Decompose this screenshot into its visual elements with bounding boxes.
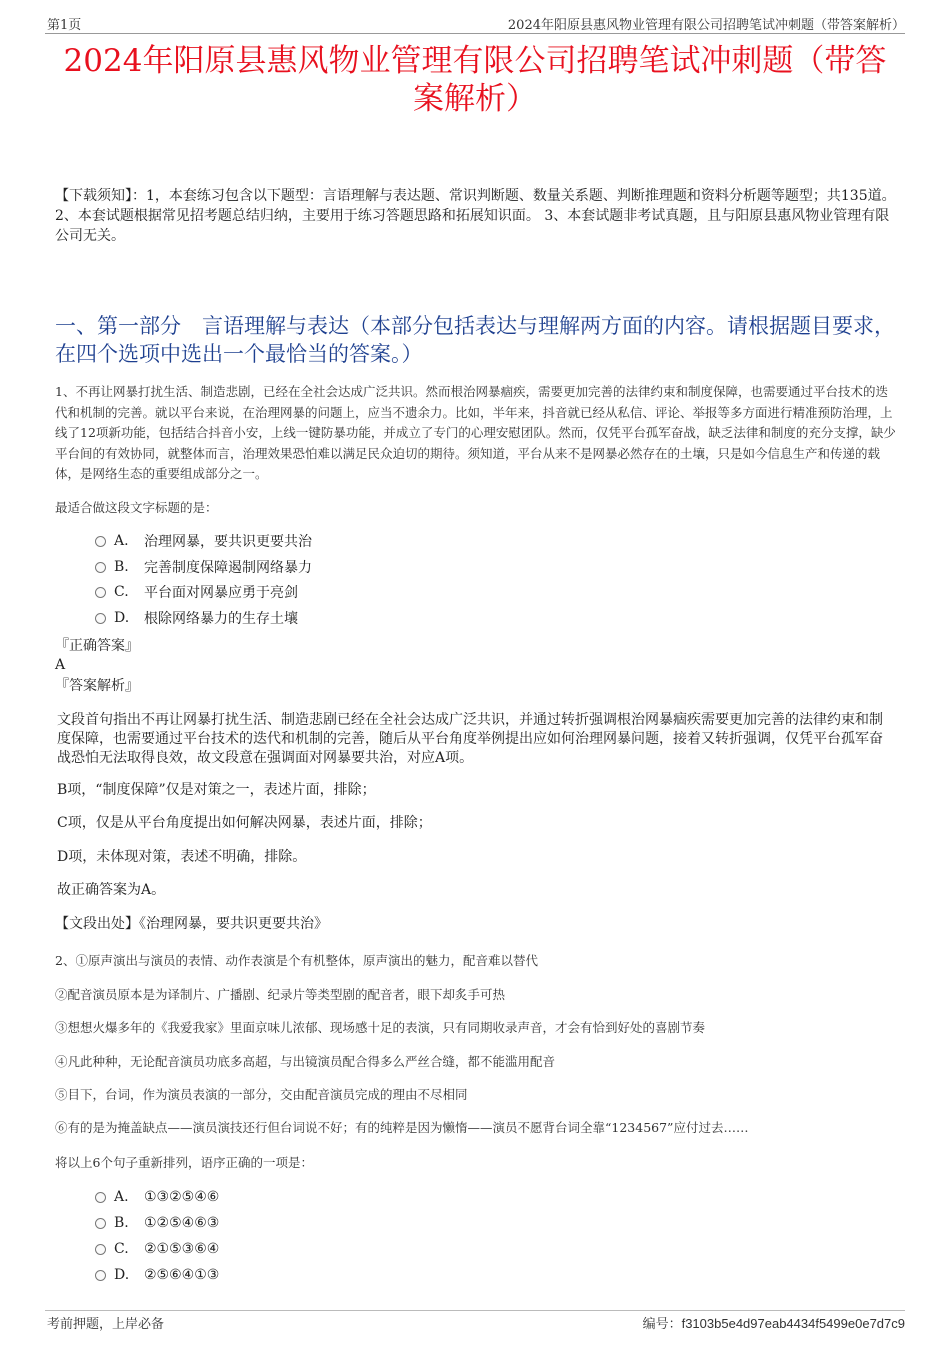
question-1-stem: 1、不再让网暴打扰生活、制造悲剧，已经在全社会达成广泛共识。然而根治网暴痼疾，需要更加完善的法律约束和制度保障，也需要通过平台技术的迭代和机制的完善。就以平台来说，在治理网暴的问题上，应当不遗余力。比如，半年来，抖音就已经从私信、评论、举报等多方面进行精准预防治理，上线了12项新功能，包括结合抖音小安，上线一键防暴功能，并成立了专门的心理安慰团队。然而，仅凭平台孤军奋战，缺乏法律和制度的充分支撑，缺少平台间的有效协同，就整体而言，治理效果恐怕难以满足民众迫切的期待。须知道，平台从来不是网暴必然存在的土壤，只是如今信息生产和传递的载体，是网络生态的重要组成部分之一。 <box>55 384 896 481</box>
footer-code: 编号：f3103b5e4d97eab4434f5499e0e7d7c9 <box>642 1316 905 1331</box>
q2-option-c[interactable] <box>95 1238 219 1260</box>
question-2-prompt: 将以上6个句子重新排列，语序正确的一项是： <box>55 1155 313 1170</box>
answer-value: A <box>55 657 66 673</box>
analysis-paragraph: 文段首句指出不再让网暴打扰生活、制造悲剧已经在全社会达成广泛共识，并通过转折强调根治网暴痼疾需要更加完善的法律约束和制度保障，也需要通过平台技术的迭代和机制的完善，随后从平台角度举例提出应如何治理网暴问题，接着又转折强调，仅凭平台孤军奋战恐怕无法取得良效，故文段意在强调面对网暴要共治，对应A项。 <box>57 712 883 766</box>
option-text: ②⑤⑥④①③ <box>144 1267 220 1283</box>
footer-divider <box>45 1310 905 1311</box>
source: 【文段出处】《治理网暴，要共识更要共治》 <box>55 916 328 932</box>
radio-icon[interactable] <box>95 1192 106 1203</box>
download-notice: 【下载须知】：1，本套练习包含以下题型：言语理解与表达题、常识判断题、数量关系题、判断推理题和资料分析题等题型；共135道。 2、本套试题根据常见招考题总结归纳，主要用于练习答题思路和拓展知识面。 3、本套试题非考试真题，且与阳原县惠风物业管理有限公司无关。 <box>55 188 896 244</box>
option-letter: D. <box>114 1267 130 1283</box>
radio-icon[interactable] <box>95 1244 106 1255</box>
q2-option-d[interactable] <box>95 1264 219 1286</box>
analysis-b: B项，“制度保障”仅是对策之一，表述片面，排除； <box>57 782 376 798</box>
radio-icon[interactable] <box>95 613 106 624</box>
q2-option-a[interactable] <box>95 1186 219 1208</box>
radio-icon[interactable] <box>95 536 106 547</box>
radio-icon[interactable] <box>95 587 106 598</box>
q2-option-b[interactable] <box>95 1212 219 1234</box>
page-number: 第1页 <box>47 18 82 33</box>
option-text: 根除网络暴力的生存土壤 <box>144 611 298 627</box>
q2-sentence: ⑥有的是为掩盖缺点——演员演技还行但台词说不好；有的纯粹是因为懒惰——演员不愿背台词全靠“1234567”应付过去…… <box>55 1120 749 1135</box>
radio-icon[interactable] <box>95 562 106 573</box>
option-letter: C. <box>114 584 129 600</box>
option-text: ②①⑤③⑥④ <box>144 1241 220 1257</box>
option-letter: B. <box>114 559 129 575</box>
option-text: 完善制度保障遏制网络暴力 <box>144 560 312 576</box>
option-letter: B. <box>114 1215 129 1231</box>
analysis-conclusion: 故正确答案为A。 <box>57 882 166 898</box>
document-title: 2024年阳原县惠风物业管理有限公司招聘笔试冲刺题（带答案解析） <box>63 43 887 117</box>
option-letter: A. <box>114 1189 129 1205</box>
radio-icon[interactable] <box>95 1218 106 1229</box>
header-divider <box>45 33 905 34</box>
option-letter: D. <box>114 610 130 626</box>
q1-option-b[interactable] <box>95 556 312 578</box>
analysis-label: 『答案解析』 <box>55 678 139 694</box>
answer-label: 『正确答案』 <box>55 638 139 654</box>
q1-option-c[interactable] <box>95 581 298 603</box>
header-doc-title: 2024年阳原县惠风物业管理有限公司招聘笔试冲刺题（带答案解析） <box>507 18 905 33</box>
option-text: 治理网暴，要共识更要共治 <box>144 534 312 550</box>
option-text: 平台面对网暴应勇于亮剑 <box>144 585 298 601</box>
radio-icon[interactable] <box>95 1270 106 1281</box>
q2-sentence: ⑤目下，台词，作为演员表演的一部分，交由配音演员完成的理由不尽相同 <box>55 1087 468 1102</box>
analysis-c: C项，仅是从平台角度提出如何解决网暴，表述片面，排除； <box>57 815 432 831</box>
q2-sentence: ②配音演员原本是为译制片、广播剧、纪录片等类型剧的配音者，眼下却炙手可热 <box>55 987 506 1002</box>
q2-sentence: ③想想火爆多年的《我爱我家》里面京味儿浓郁、现场感十足的表演，只有同期收录声音，才会有恰到好处的喜剧节奏 <box>55 1020 706 1035</box>
q2-sentence: ④凡此种种，无论配音演员功底多高超，与出镜演员配合得多么严丝合缝，都不能滥用配音 <box>55 1054 556 1069</box>
q1-option-a[interactable] <box>95 530 312 552</box>
option-text: ①②⑤④⑥③ <box>144 1215 220 1231</box>
option-text: ①③②⑤④⑥ <box>144 1189 220 1205</box>
q1-option-d[interactable] <box>95 607 298 629</box>
footer-slogan: 考前押题，上岸必备 <box>47 1317 165 1332</box>
question-1-prompt: 最适合做这段文字标题的是： <box>55 500 218 515</box>
section-heading: 一、第一部分 言语理解与表达（本部分包括表达与理解两方面的内容。请根据题目要求，在四个选项中选出一个最恰当的答案。） <box>55 314 895 366</box>
option-letter: A. <box>114 533 129 549</box>
analysis-d: D项，未体现对策，表述不明确，排除。 <box>57 849 307 865</box>
option-letter: C. <box>114 1241 129 1257</box>
q2-sentence: 2、①原声演出与演员的表情、动作表演是个有机整体，原声演出的魅力，配音难以替代 <box>55 953 538 968</box>
